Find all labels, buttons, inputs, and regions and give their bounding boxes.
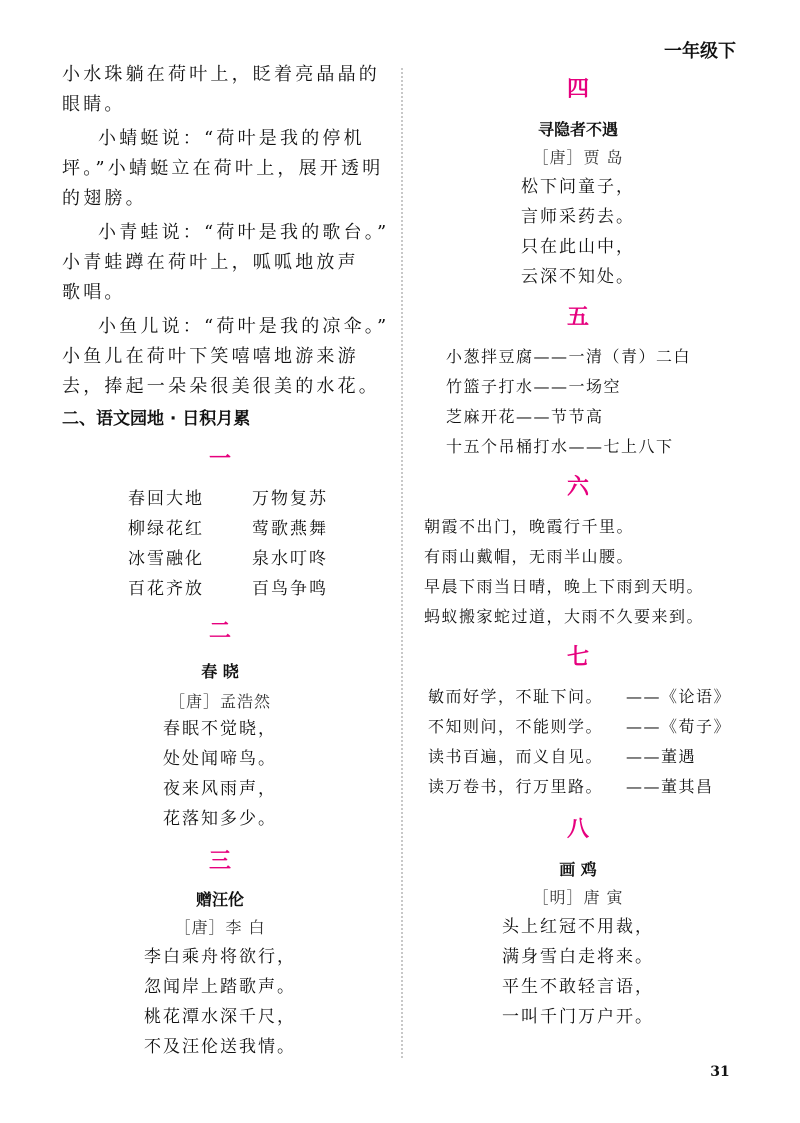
- idiom-row: [128, 544, 328, 574]
- poem-author: ［唐］贾 岛: [532, 148, 624, 167]
- section-number-5: 五: [566, 304, 589, 330]
- story-line: 的翅膀。: [62, 188, 147, 209]
- poem-line: 云深不知处。: [521, 267, 635, 287]
- xiehouyu-line: 十五个吊桶打水——七上八下: [446, 437, 674, 456]
- xiehouyu-line: 芝麻开花——节节高: [446, 407, 604, 426]
- quote-text: 读万卷书，行万里路。: [428, 777, 604, 796]
- quote-source: ——董遇: [626, 747, 697, 766]
- quote-source: ——董其昌: [626, 777, 714, 796]
- poem-line: 只在此山中，: [521, 237, 635, 257]
- poem-author: ［唐］孟浩然: [168, 692, 271, 711]
- xiehouyu-line: 小葱拌豆腐——一清（青）二白: [446, 347, 692, 366]
- story-line: 小鱼儿在荷叶下笑嘻嘻地游来游: [62, 346, 359, 367]
- poem-line: 满身雪白走将来。: [502, 947, 654, 967]
- section-number-7: 七: [566, 644, 589, 670]
- poem-title: 春 晓: [201, 662, 239, 681]
- quote-text: 读书百遍，而义自见。: [428, 747, 604, 766]
- quote-text: 敏而好学，不耻下问。: [428, 687, 604, 706]
- poem-line: 处处闻啼鸟。: [163, 749, 277, 769]
- story-line: 坪。”小蜻蜓立在荷叶上，展开透明: [62, 158, 384, 179]
- quote-source: ——《荀子》: [626, 717, 732, 736]
- idiom: 冰雪融化: [128, 549, 204, 569]
- story-line: 小青蛙蹲在荷叶上，呱呱地放声: [62, 252, 359, 273]
- poem-line: 春眠不觉晓，: [163, 719, 277, 739]
- poem-line: 言师采药去。: [521, 207, 635, 227]
- section-number-4: 四: [566, 76, 589, 102]
- section-title: 二、语文园地 · 日积月累: [62, 409, 251, 429]
- weather-saying: 有雨山戴帽，无雨半山腰。: [424, 547, 635, 566]
- idiom: 百鸟争鸣: [252, 579, 328, 599]
- poem-line: 松下问童子，: [521, 177, 635, 197]
- idiom: 百花齐放: [128, 579, 204, 599]
- section-number-6: 六: [566, 474, 589, 500]
- idiom-row: [128, 484, 328, 514]
- poem-line: 一叫千门万户开。: [502, 1007, 654, 1027]
- poem-line: 忽闻岸上踏歌声。: [144, 977, 296, 997]
- idiom-list: [128, 484, 328, 604]
- idiom-row: [128, 514, 328, 544]
- poem-line: 花落知多少。: [163, 809, 277, 829]
- idiom-row: [128, 574, 328, 604]
- quote-source: ——《论语》: [626, 687, 732, 706]
- page-number: 31: [710, 1064, 730, 1080]
- xiehouyu-line: 竹篮子打水——一场空: [446, 377, 622, 396]
- poem-title: 画 鸡: [559, 860, 597, 879]
- idiom: 春回大地: [128, 489, 204, 509]
- weather-saying: 朝霞不出门，晚霞行千里。: [424, 517, 635, 536]
- poem-title: 赠汪伦: [195, 890, 244, 909]
- story-line: 眼睛。: [62, 94, 126, 115]
- poem-author: ［唐］李 白: [174, 918, 266, 937]
- story-line: 小水珠躺在荷叶上，眨着亮晶晶的: [62, 64, 380, 85]
- idiom: 泉水叮咚: [252, 549, 328, 569]
- grade-label: 一年级下: [664, 41, 736, 62]
- poem-line: 不及汪伦送我情。: [144, 1037, 296, 1057]
- story-line: 小鱼儿说：“荷叶是我的凉伞。”: [98, 316, 390, 337]
- column-divider: [401, 68, 403, 1058]
- poem-title: 寻隐者不遇: [537, 120, 618, 139]
- idiom: 万物复苏: [252, 489, 328, 509]
- section-number-3: 三: [208, 848, 231, 874]
- weather-saying: 早晨下雨当日晴，晚上下雨到天明。: [424, 577, 705, 596]
- section-number-1: 一: [208, 446, 231, 472]
- idiom: 柳绿花红: [128, 519, 204, 539]
- weather-saying: 蚂蚁搬家蛇过道，大雨不久要来到。: [424, 607, 705, 626]
- story-line: 去，捧起一朵朵很美很美的水花。: [62, 376, 380, 397]
- section-number-2: 二: [208, 618, 231, 644]
- section-number-8: 八: [566, 816, 589, 842]
- story-line: 歌唱。: [62, 282, 126, 303]
- poem-line: 头上红冠不用裁，: [502, 917, 654, 937]
- poem-line: 桃花潭水深千尺，: [144, 1007, 296, 1027]
- idiom: 莺歌燕舞: [252, 519, 328, 539]
- poem-line: 夜来风雨声，: [163, 779, 277, 799]
- poem-line: 李白乘舟将欲行，: [144, 947, 296, 967]
- story-line: 小青蛙说：“荷叶是我的歌台。”: [98, 222, 390, 243]
- story-line: 小蜻蜓说：“荷叶是我的停机: [98, 128, 365, 149]
- poem-author: ［明］唐 寅: [532, 888, 624, 907]
- poem-line: 平生不敢轻言语，: [502, 977, 654, 997]
- quote-text: 不知则问，不能则学。: [428, 717, 604, 736]
